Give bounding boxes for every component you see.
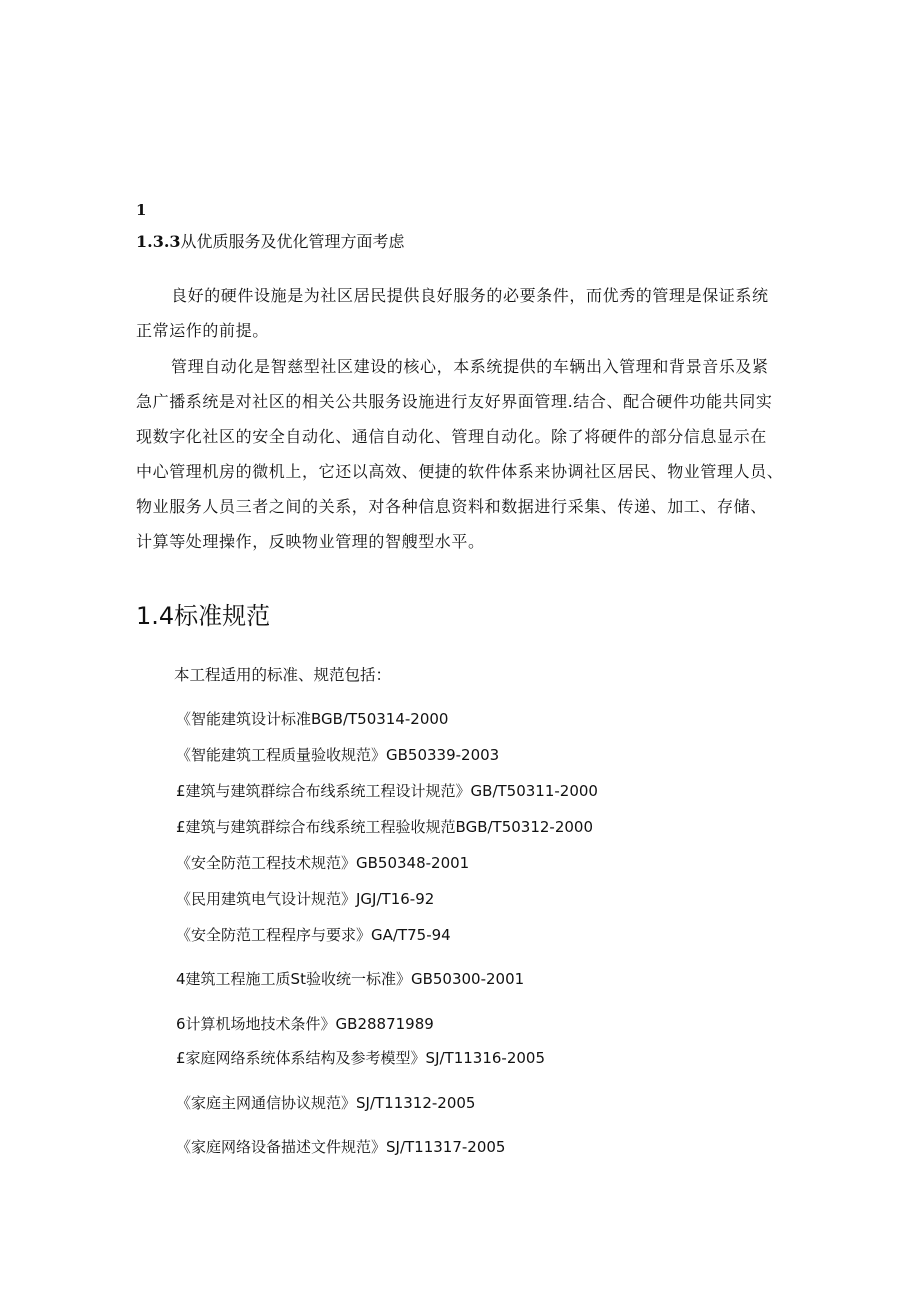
paragraph-line: 管理自动化是智慈型社区建设的核心，本系统提供的车辆出入管理和背景音乐及紧 bbox=[171, 357, 769, 376]
paragraph-line: 物业服务人员三者之间的关系，对各种信息资料和数据进行采集、传递、加工、存储、 bbox=[136, 497, 767, 516]
subsection-title: 从优质服务及优化管理方面考虑 bbox=[180, 232, 405, 251]
paragraph-line: 现数字化社区的安全自动化、通信自动化、管理自动化。除了将硬件的部分信息显示在 bbox=[136, 427, 767, 446]
standards-intro: 本工程适用的标准、规范包括： bbox=[174, 666, 392, 684]
paragraph-line: 中心管理机房的微机上，它还以高效、便捷的软件体系来协调社区居民、物业管理人员、 bbox=[136, 462, 784, 481]
paragraph-line: 急广播系统是对社区的相关公共服务设施进行友好界面管理.结合、配合硬件功能共同实 bbox=[136, 392, 773, 411]
paragraph-hardware bbox=[136, 278, 769, 348]
standard-item: 《民用建筑电气设计规范》JGJ/T16-92 bbox=[176, 890, 435, 908]
standard-item: 《安全防范工程程序与要求》GA/T75-94 bbox=[176, 926, 451, 944]
standard-item: £建筑与建筑群综合布线系统工程验收规范BGB/T50312-2000 bbox=[176, 818, 594, 836]
paragraph-line: 良好的硬件设施是为社区居民提供良好服务的必要条件，而优秀的管理是保证系统 bbox=[171, 286, 769, 305]
page-marker: 1 bbox=[136, 201, 147, 219]
standard-item: 《安全防范工程技术规范》GB50348-2001 bbox=[176, 854, 470, 872]
standard-item: 《智能建筑设计标准BGB/T50314-2000 bbox=[176, 710, 449, 728]
subsection-heading bbox=[136, 229, 405, 252]
standard-item: 《家庭网络设备描述文件规范》SJ/T11317-2005 bbox=[176, 1138, 506, 1156]
standard-item: 《家庭主网通信协议规范》SJ/T11312-2005 bbox=[176, 1094, 476, 1112]
paragraph-management bbox=[136, 349, 783, 559]
subsection-number: 1.3.3 bbox=[136, 232, 181, 251]
paragraph-line: 计算等处理操作，反映物业管理的智艘型水平。 bbox=[136, 532, 485, 551]
standard-item: 《智能建筑工程质量验收规范》GB50339-2003 bbox=[176, 746, 500, 764]
standard-item: 4建筑工程施工质St验收统一标准》GB50300-2001 bbox=[176, 970, 525, 988]
standard-item: £建筑与建筑群综合布线系统工程设计规范》GB/T50311-2000 bbox=[176, 782, 598, 800]
section-heading: 1.4标准规范 bbox=[136, 602, 271, 630]
paragraph-line: 正常运作的前提。 bbox=[136, 321, 269, 340]
standard-item: 6计算机场地技术条件》GB28871989 bbox=[176, 1015, 434, 1033]
standard-item: £家庭网络系统体系结构及参考模型》SJ/T11316-2005 bbox=[176, 1049, 546, 1067]
